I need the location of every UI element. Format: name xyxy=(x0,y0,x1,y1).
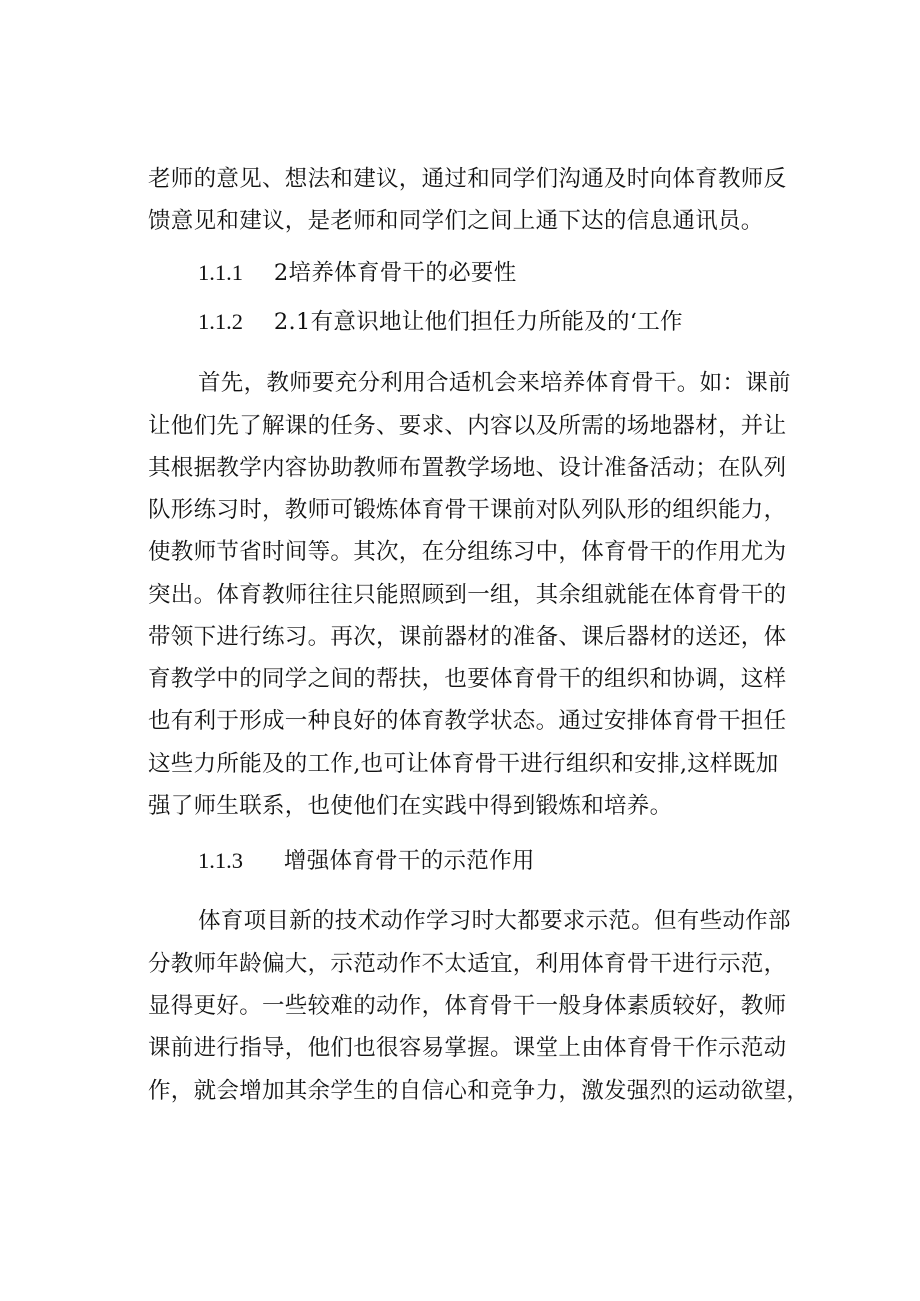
paragraph-3-line-4: 课前进行指导，他们也很容易掌握。课堂上由体育骨干作示范动 xyxy=(148,1035,787,1061)
paragraph-2-line-7: 带领下进行练习。再次，课前器材的准备、课后器材的送还，体 xyxy=(148,624,787,650)
section-heading-2 xyxy=(198,307,683,337)
paragraph-1-line-1: 老师的意见、想法和建议，通过和同学们沟通及时向体育教师反 xyxy=(148,166,787,192)
paragraph-2-line-8: 育教学中的同学之间的帮扶，也要体育骨干的组织和协调，这样 xyxy=(148,666,787,692)
section-heading-1 xyxy=(198,258,517,288)
section-heading-3-text: 增强体育骨干的示范作用 xyxy=(283,848,535,874)
paragraph-3-line-1: 体育项目新的技术动作学习时大都要求示范。但有些动作部 xyxy=(198,908,791,934)
paragraph-2-line-3: 其根据教学内容协助教师布置教学场地、设计准备活动；在队列 xyxy=(148,455,787,481)
section-heading-2-text: 2.1有意识地让他们担任力所能及的‘工作 xyxy=(273,309,683,335)
paragraph-2-line-6: 突出。体育教师往往只能照顾到一组，其余组就能在体育骨干的 xyxy=(148,582,787,608)
section-heading-1-text: 2培养体育骨干的必要性 xyxy=(273,260,517,286)
paragraph-2-line-5: 使教师节省时间等。其次，在分组练习中，体育骨干的作用尤为 xyxy=(148,539,787,565)
paragraph-3-line-2: 分教师年龄偏大，示范动作不太适宜，利用体育骨干进行示范， xyxy=(148,951,787,977)
section-heading-3-number: 1.1.3 xyxy=(198,848,243,873)
paragraph-2-line-9: 也有利于形成一种良好的体育教学状态。通过安排体育骨干担任 xyxy=(148,708,787,734)
section-heading-2-number: 1.1.2 xyxy=(198,309,243,334)
paragraph-2-line-2: 让他们先了解课的任务、要求、内容以及所需的场地器材，并让 xyxy=(148,413,787,439)
paragraph-2-line-1: 首先，教师要充分利用合适机会来培养体育骨干。如：课前 xyxy=(198,370,791,396)
paragraph-2-line-4: 队形练习时，教师可锻炼体育骨干课前对队列队形的组织能力， xyxy=(148,497,787,523)
paragraph-3-line-3: 显得更好。一些较难的动作，体育骨干一般身体素质较好，教师 xyxy=(148,993,787,1019)
paragraph-1-line-2: 馈意见和建议，是老师和同学们之间上通下达的信息通讯员。 xyxy=(148,208,764,234)
section-heading-1-number: 1.1.1 xyxy=(198,260,243,285)
section-heading-3 xyxy=(198,846,535,876)
paragraph-2-line-10: 这些力所能及的工作,也可让体育骨干进行组织和安排,这样既加 xyxy=(148,751,779,777)
paragraph-3-line-5: 作，就会增加其余学生的自信心和竞争力，激发强烈的运动欲望， xyxy=(148,1078,810,1104)
paragraph-2-line-11: 强了师生联系，也使他们在实践中得到锻炼和培养。 xyxy=(148,793,673,819)
